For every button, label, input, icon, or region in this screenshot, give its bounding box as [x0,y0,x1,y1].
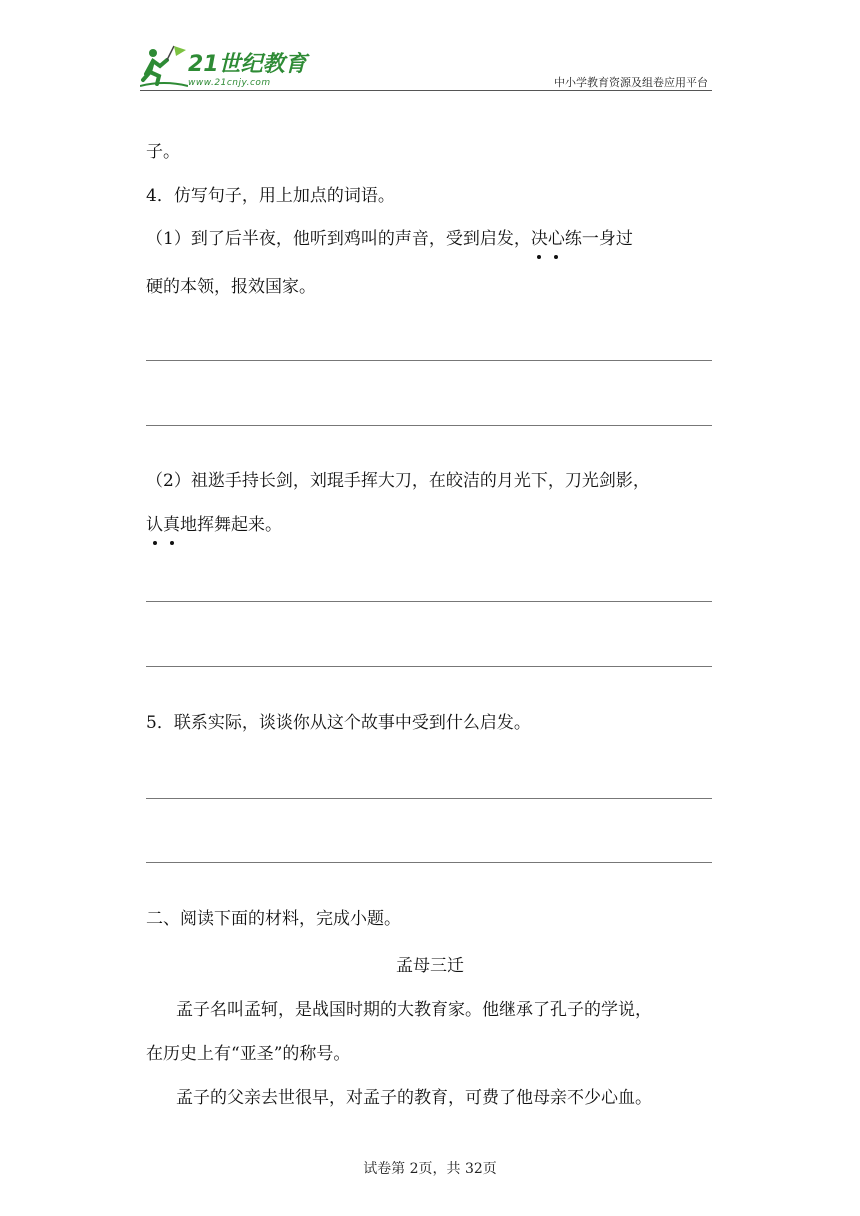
question-4-2-line-2 [146,514,282,536]
q4-1-prefix: （1）到了后半夜，他听到鸡叫的声音，受到启发， [146,229,531,249]
question-4-1-line-2: 硬的本领，报效国家。 [146,277,316,297]
question-4-2-line-1: （2）祖逖手持长剑，刘琨手挥大刀，在皎洁的月光下，刀光剑影， [146,471,650,491]
logo-text: 21世纪教育 [188,52,307,77]
answer-line[interactable] [146,425,712,426]
dotted-char: 决 [530,229,548,249]
passage-paragraph-1-line-1: 孟子名叫孟轲，是战国时期的大教育家。他继承了孔子的学说， [176,1000,652,1020]
answer-line[interactable] [146,601,712,602]
continued-text: 子。 [146,142,180,162]
answer-line[interactable] [146,798,712,799]
q4-2-suffix: 地挥舞起来。 [180,515,282,535]
question-4-title: 4．仿写句子，用上加点的词语。 [146,186,395,206]
answer-line[interactable] [146,666,712,667]
platform-name: 中小学教育资源及组卷应用平台 [554,76,708,89]
dotted-char: 认 [146,515,163,535]
runner-flag-icon [140,44,188,88]
dotted-char: 真 [163,515,180,535]
answer-line[interactable] [146,862,712,863]
question-5-title: 5．联系实际，谈谈你从这个故事中受到什么启发。 [146,713,531,733]
header-divider [140,90,712,91]
logo [140,44,320,92]
passage-paragraph-1-line-2: 在历史上有“亚圣”的称号。 [146,1044,351,1064]
q4-1-suffix: 练一身过 [564,229,633,249]
section-2-title: 二、阅读下面的材料，完成小题。 [146,909,401,929]
question-4-1-line-1 [146,228,633,250]
dotted-char: 心 [547,229,565,249]
answer-line[interactable] [146,360,712,361]
passage-title: 孟母三迁 [396,956,464,976]
page-footer: 试卷第 2页，共 32页 [363,1161,497,1177]
passage-paragraph-2-line-1: 孟子的父亲去世很早，对孟子的教育，可费了他母亲不少心血。 [176,1088,652,1108]
logo-url: www.21cnjy.com [188,78,271,88]
page-header [0,0,860,100]
